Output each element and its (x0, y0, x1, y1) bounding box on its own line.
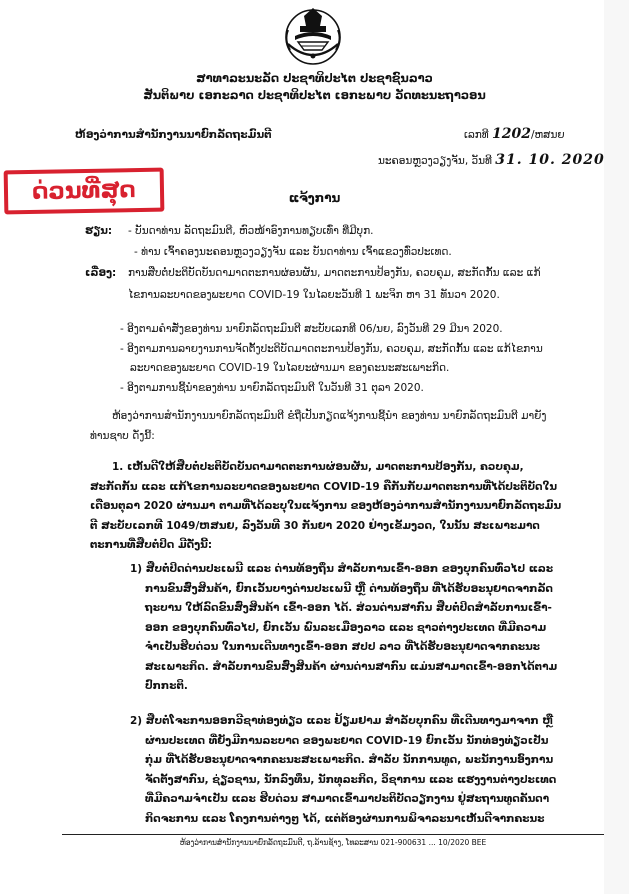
reference-handwritten-number: 1202 (492, 126, 531, 142)
sub-point-1-line: ອອກ ຂອງບຸກຄົນທົ່ວໄປ, ຍົກເວັ້ນ ພົນລະເມືອງລາວ ແລະ ຊາວຕ່າງປະເທດ ທີ່ມີຄວາມ (145, 621, 547, 634)
point-1-line: ຕີ ສະບັບເລກທີ 1049/ຫສນຍ, ລົງວັນທີ 30 ກັນຍາ 2020 ຢ່າງເຂັ້ມງວດ, ໃນນັ້ນ ສະເພາະມາດ (90, 519, 540, 532)
subject-line-2: ໄຂການລະບາດຂອງພະຍາດ COVID-19 ໃນໄລຍະວັນທີ 1 ພະຈິກ ຫາ 31 ທັນວາ 2020. (128, 289, 500, 301)
sub-point-1-line: ຈຳເປັນຮີບດ່ວນ ໃນການເດີນທາງເຂົ້າ-ອອກ ສປປ ລາວ ທີ່ໄດ້ຮັບອະນຸຍາດຈາກຄະນະ (145, 641, 541, 653)
point-1-line: ເດືອນຕຸລາ 2020 ຜ່ານມາ ຕາມທີ່ໄດ້ລະບຸໃນແຈ້ງການ ຂອງຫ້ອງວ່າການສຳນັກງານນາຍົກລັດຖະມົນ (90, 500, 562, 512)
recipients-label (85, 225, 112, 237)
sub-point-2-line: ຈັດຕັ້ງສາກົນ, ຊ່ຽວຊານ, ນັກລົງທຶນ, ນັກທຸລະກິດ, ວິຊາການ ແລະ ແຮງງານຕ່າງປະເທດ (145, 773, 557, 786)
sub-point-2-line: ທີ່ມີຄວາມຈຳເປັນ ແລະ ຮີບດ່ວນ ສາມາດເຂົ້າມາປະຕິບັດວຽກງານ ຢູ່ສະຖານທູດຄັນດາ (145, 793, 550, 805)
footer-divider (62, 834, 604, 835)
intro-line: ທ່ານຊາບ ດັ່ງນີ້: (90, 429, 155, 442)
document-title: ແຈ້ງການ (288, 191, 341, 205)
point-1-line: 1. ເຫັນດີໃຫ້ສືບຕໍ່ປະຕິບັດບັນດາມາດຕະການຜ່ອນຜັນ, ມາດຕະການປ້ອງກັນ, ຄວບຄຸມ, (112, 461, 524, 473)
handwritten-date: 31. 10. 2020 (495, 152, 605, 168)
issuing-office: ຫ້ອງວ່າການສຳນັກງານນາຍົກລັດຖະມົນຕີ (75, 129, 272, 141)
place-date-prefix: ນະຄອນຫຼວງວຽງຈັນ, ວັນທີ (378, 155, 492, 167)
reference-item-continued: ລະບາດຂອງພະຍາດ COVID-19 ໃນໄລຍະຜ່ານມາ ຂອງຄະນະສະເພາະກິດ. (130, 362, 450, 374)
reference-number (464, 126, 565, 142)
sub-point-2-line: ກິດຈະການ ແລະ ໂຄງການຕ່າງໆ ໄດ້, ແຕ່ຕ້ອງຜ່ານການພິຈາລະນາເຫັນດີຈາກຄະນະ (145, 812, 545, 825)
recipient-line-2: - ທ່ານ ເຈົ້າຄອງນະຄອນຫຼວງວຽງຈັນ ແລະ ບັນດາທ່ານ ເຈົ້າແຂວງທົ່ວປະເທດ. (134, 246, 452, 258)
recipients-label-text: ຮຽນ: (85, 225, 113, 237)
point-1-line: ຕະການທີ່ສືບຕໍ່ປິດ ມີດັ່ງນີ້: (90, 539, 213, 551)
subject-label: ເລື່ອງ: (85, 267, 117, 279)
reference-suffix: /ຫສນຍ (531, 129, 565, 141)
urgent-stamp: ດ່ວນທີ່ສຸດ (4, 168, 165, 215)
sub-point-1-line: ປົກກະຕິ. (145, 680, 188, 692)
place-date (378, 152, 605, 168)
reference-prefix: ເລກທີ (464, 129, 489, 141)
sub-point-1 (130, 560, 557, 697)
footer-address: ຫ້ອງວ່າການສຳນັກງານນາຍົກລັດຖະມົນຕີ, ຖ.ລ້ານຊ້າງ, ໂທລະສານ 021-900631 ... 10/2020 BEE (179, 838, 487, 847)
sub-point-1-line: 1) ສືບຕໍ່ປິດດ່ານປະເພນີ ແລະ ດ່ານທ້ອງຖິ່ນ ສຳລັບການເຂົ້າ-ອອກ ຂອງບຸກຄົນທົ່ວໄປ ແລະ (130, 563, 554, 575)
point-1 (90, 458, 561, 556)
state-motto-heading: ສັນຕິພາບ ເອກະລາດ ປະຊາທິປະໄຕ ເອກະພາບ ວັດທະນະຖາວອນ (143, 88, 486, 102)
sub-point-2-line: ຜ່ານປະເທດ ທີ່ຍັງມີການລະບາດ ຂອງພະຍາດ COVID-19 ຍົກເວັ້ນ ນັກທ່ອງທ່ຽວເປັນ (145, 734, 549, 747)
reference-item: - ອີງຕາມການຊີ້ນຳຂອງທ່ານ ນາຍົກລັດຖະມົນຕີ ໃນວັນທີ 31 ຕຸລາ 2020. (120, 381, 424, 394)
scan-edge (604, 0, 629, 894)
references-list (120, 320, 543, 398)
subject-line-1: ການສືບຕໍ່ປະຕິບັດບັນດາມາດຕະການຜ່ອນຜັນ, ມາດຕະການປ້ອງກັນ, ຄວບຄຸມ, ສະກັດກັ້ນ ແລະ ແກ້ (128, 267, 541, 279)
sub-point-1-line: ການຂົນສົ່ງສິນຄ້າ, ຍົກເວັ້ນບາງດ່ານປະເພນີ ຫຼື ດ່ານທ້ອງຖິ່ນ ທີ່ໄດ້ຮັບອະນຸຍາດຈາກລັດ (145, 582, 553, 595)
lao-national-emblem-icon (270, 4, 356, 66)
state-name-heading: ສາທາລະນະລັດ ປະຊາທິປະໄຕ ປະຊາຊົນລາວ (196, 71, 433, 85)
reference-item: - ອີງຕາມຄຳສັ່ງຂອງທ່ານ ນາຍົກລັດຖະມົນຕີ ສະບັບເລກທີ 06/ນຍ, ລົງວັນທີ 29 ມີນາ 2020. (120, 323, 503, 335)
reference-item: - ອີງຕາມການລາຍງານການຈັດຕັ້ງປະຕິບັດມາດຕະການປ້ອງກັນ, ຄວບຄຸມ, ສະກັດກັ້ນ ແລະ ແກ້ໄຂການ (120, 342, 543, 355)
sub-point-2-line: ກຸ່ມ ທີ່ໄດ້ຮັບອະນຸຍາດຈາກຄະນະສະເພາະກິດ. ສຳລັບ ນັກການທູດ, ພະນັກງານອົງການ (145, 754, 554, 766)
sub-point-2-line: 2) ສືບຕໍ່ໂຈະການອອກວີຊາທ່ອງທ່ຽວ ແລະ ຢ້ຽມຢາມ ສຳລັບບຸກຄົນ ທີ່ເດີນທາງມາຈາກ ຫຼື (130, 715, 554, 727)
point-1-line: ສະກັດກັ້ນ ແລະ ແກ້ໄຂການລະບາດຂອງພະຍາດ COVID-19 ຄືກັນກັບມາດຕະການທີ່ໄດ້ປະຕິບັດໃນ (90, 480, 558, 493)
sub-point-2 (130, 712, 556, 829)
intro-line: ຫ້ອງວ່າການສຳນັກງານນາຍົກລັດຖະມົນຕີ ຂໍຖືເປັນກຽດແຈ້ງການຊີ້ນຳ ຂອງທ່ານ ນາຍົກລັດຖະມົນຕີ ມາຍັງ (112, 410, 547, 422)
intro-paragraph (90, 407, 546, 446)
sub-point-1-line: ຖະບານ ໃຫ້ລົດຂົນສົ່ງສິນຄ້າ ເຂົ້າ-ອອກ ໄດ້. ສ່ວນດ່ານສາກົນ ສືບຕໍ່ປິດສຳລັບການເຂົ້າ- (145, 602, 552, 614)
sub-point-1-line: ສະເພາະກິດ. ສຳລັບການຂົນສົ່ງສິນຄ້າ ຜ່ານດ່ານສາກົນ ແມ່ນສາມາດເຂົ້າ-ອອກໄດ້ຕາມ (145, 660, 558, 673)
recipient-line-1: - ບັນດາທ່ານ ລັດຖະມົນຕີ, ຫົວໜ້າອົງການທຽບເທົ່າ ທີ່ມີບຸກ. (128, 225, 374, 237)
